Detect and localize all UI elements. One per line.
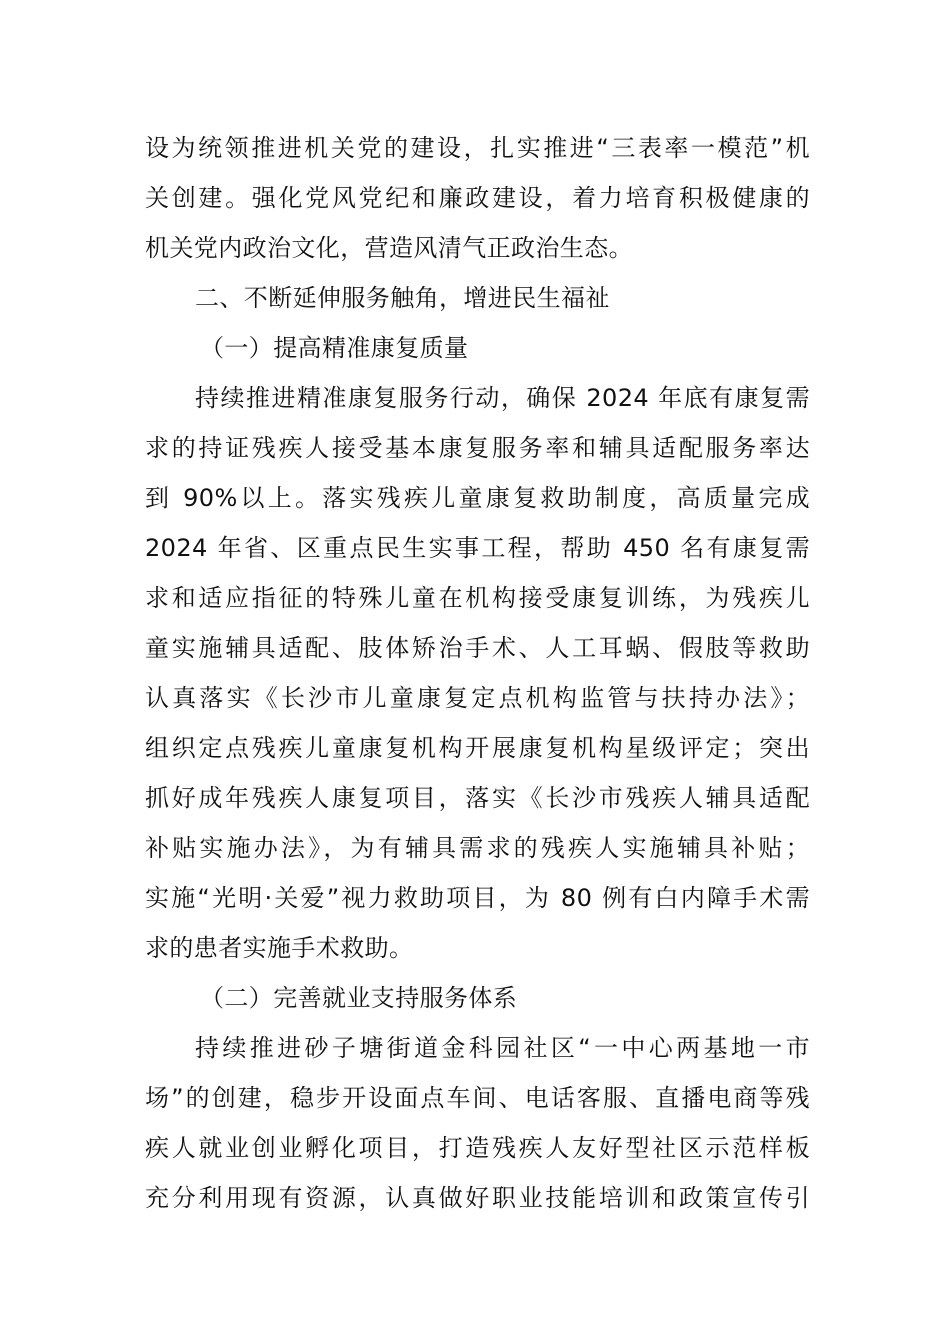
body-text-line: 补贴实施办法》，为有辅具需求的残疾人实施辅具补贴； xyxy=(145,834,810,862)
body-text-line: 关创建。强化党风党纪和廉政建设，着力培育积极健康的 xyxy=(145,184,810,212)
subsection-heading: （一）提高精准康复质量 xyxy=(200,334,469,362)
body-text-line: 设为统领推进机关党的建设，扎实推进“三表率一模范”机 xyxy=(145,134,810,162)
paragraph-first-line: 持续推进砂子塘街道金科园社区“一中心两基地一市 xyxy=(195,1034,810,1062)
body-text-line: 认真落实《长沙市儿童康复定点机构监管与扶持办法》； xyxy=(145,684,810,712)
body-text-line: 求的持证残疾人接受基本康复服务率和辅具适配服务率达 xyxy=(145,434,810,462)
body-text-line: 求的患者实施手术救助。 xyxy=(145,934,414,962)
body-text-line: 实施“光明·关爱”视力救助项目，为 80 例有白内障手术需 xyxy=(145,884,810,912)
body-text-line: 童实施辅具适配、肢体矫治手术、人工耳蜗、假肢等救助 xyxy=(145,634,810,662)
subsection-heading: （二）完善就业支持服务体系 xyxy=(200,984,518,1012)
body-text-line: 机关党内政治文化，营造风清气正政治生态。 xyxy=(145,234,633,262)
body-text-line: 到 90%以上。落实残疾儿童康复救助制度，高质量完成 xyxy=(145,484,810,512)
body-text-line: 疾人就业创业孵化项目，打造残疾人友好型社区示范样板 xyxy=(145,1134,810,1162)
body-text-line: 组织定点残疾儿童康复机构开展康复机构星级评定；突出 xyxy=(145,734,810,762)
body-text-line: 场”的创建，稳步开设面点车间、电话客服、直播电商等残 xyxy=(145,1084,810,1112)
body-text-line: 求和适应指征的特殊儿童在机构接受康复训练，为残疾儿 xyxy=(145,584,810,612)
section-heading: 二、不断延伸服务触角，增进民生福祉 xyxy=(195,284,610,312)
body-text-line: 充分利用现有资源，认真做好职业技能培训和政策宣传引 xyxy=(145,1184,810,1212)
body-text-line: 抓好成年残疾人康复项目，落实《长沙市残疾人辅具适配 xyxy=(145,784,810,812)
body-text-line: 2024 年省、区重点民生实事工程，帮助 450 名有康复需 xyxy=(145,534,810,562)
paragraph-first-line: 持续推进精准康复服务行动，确保 2024 年底有康复需 xyxy=(195,384,810,412)
